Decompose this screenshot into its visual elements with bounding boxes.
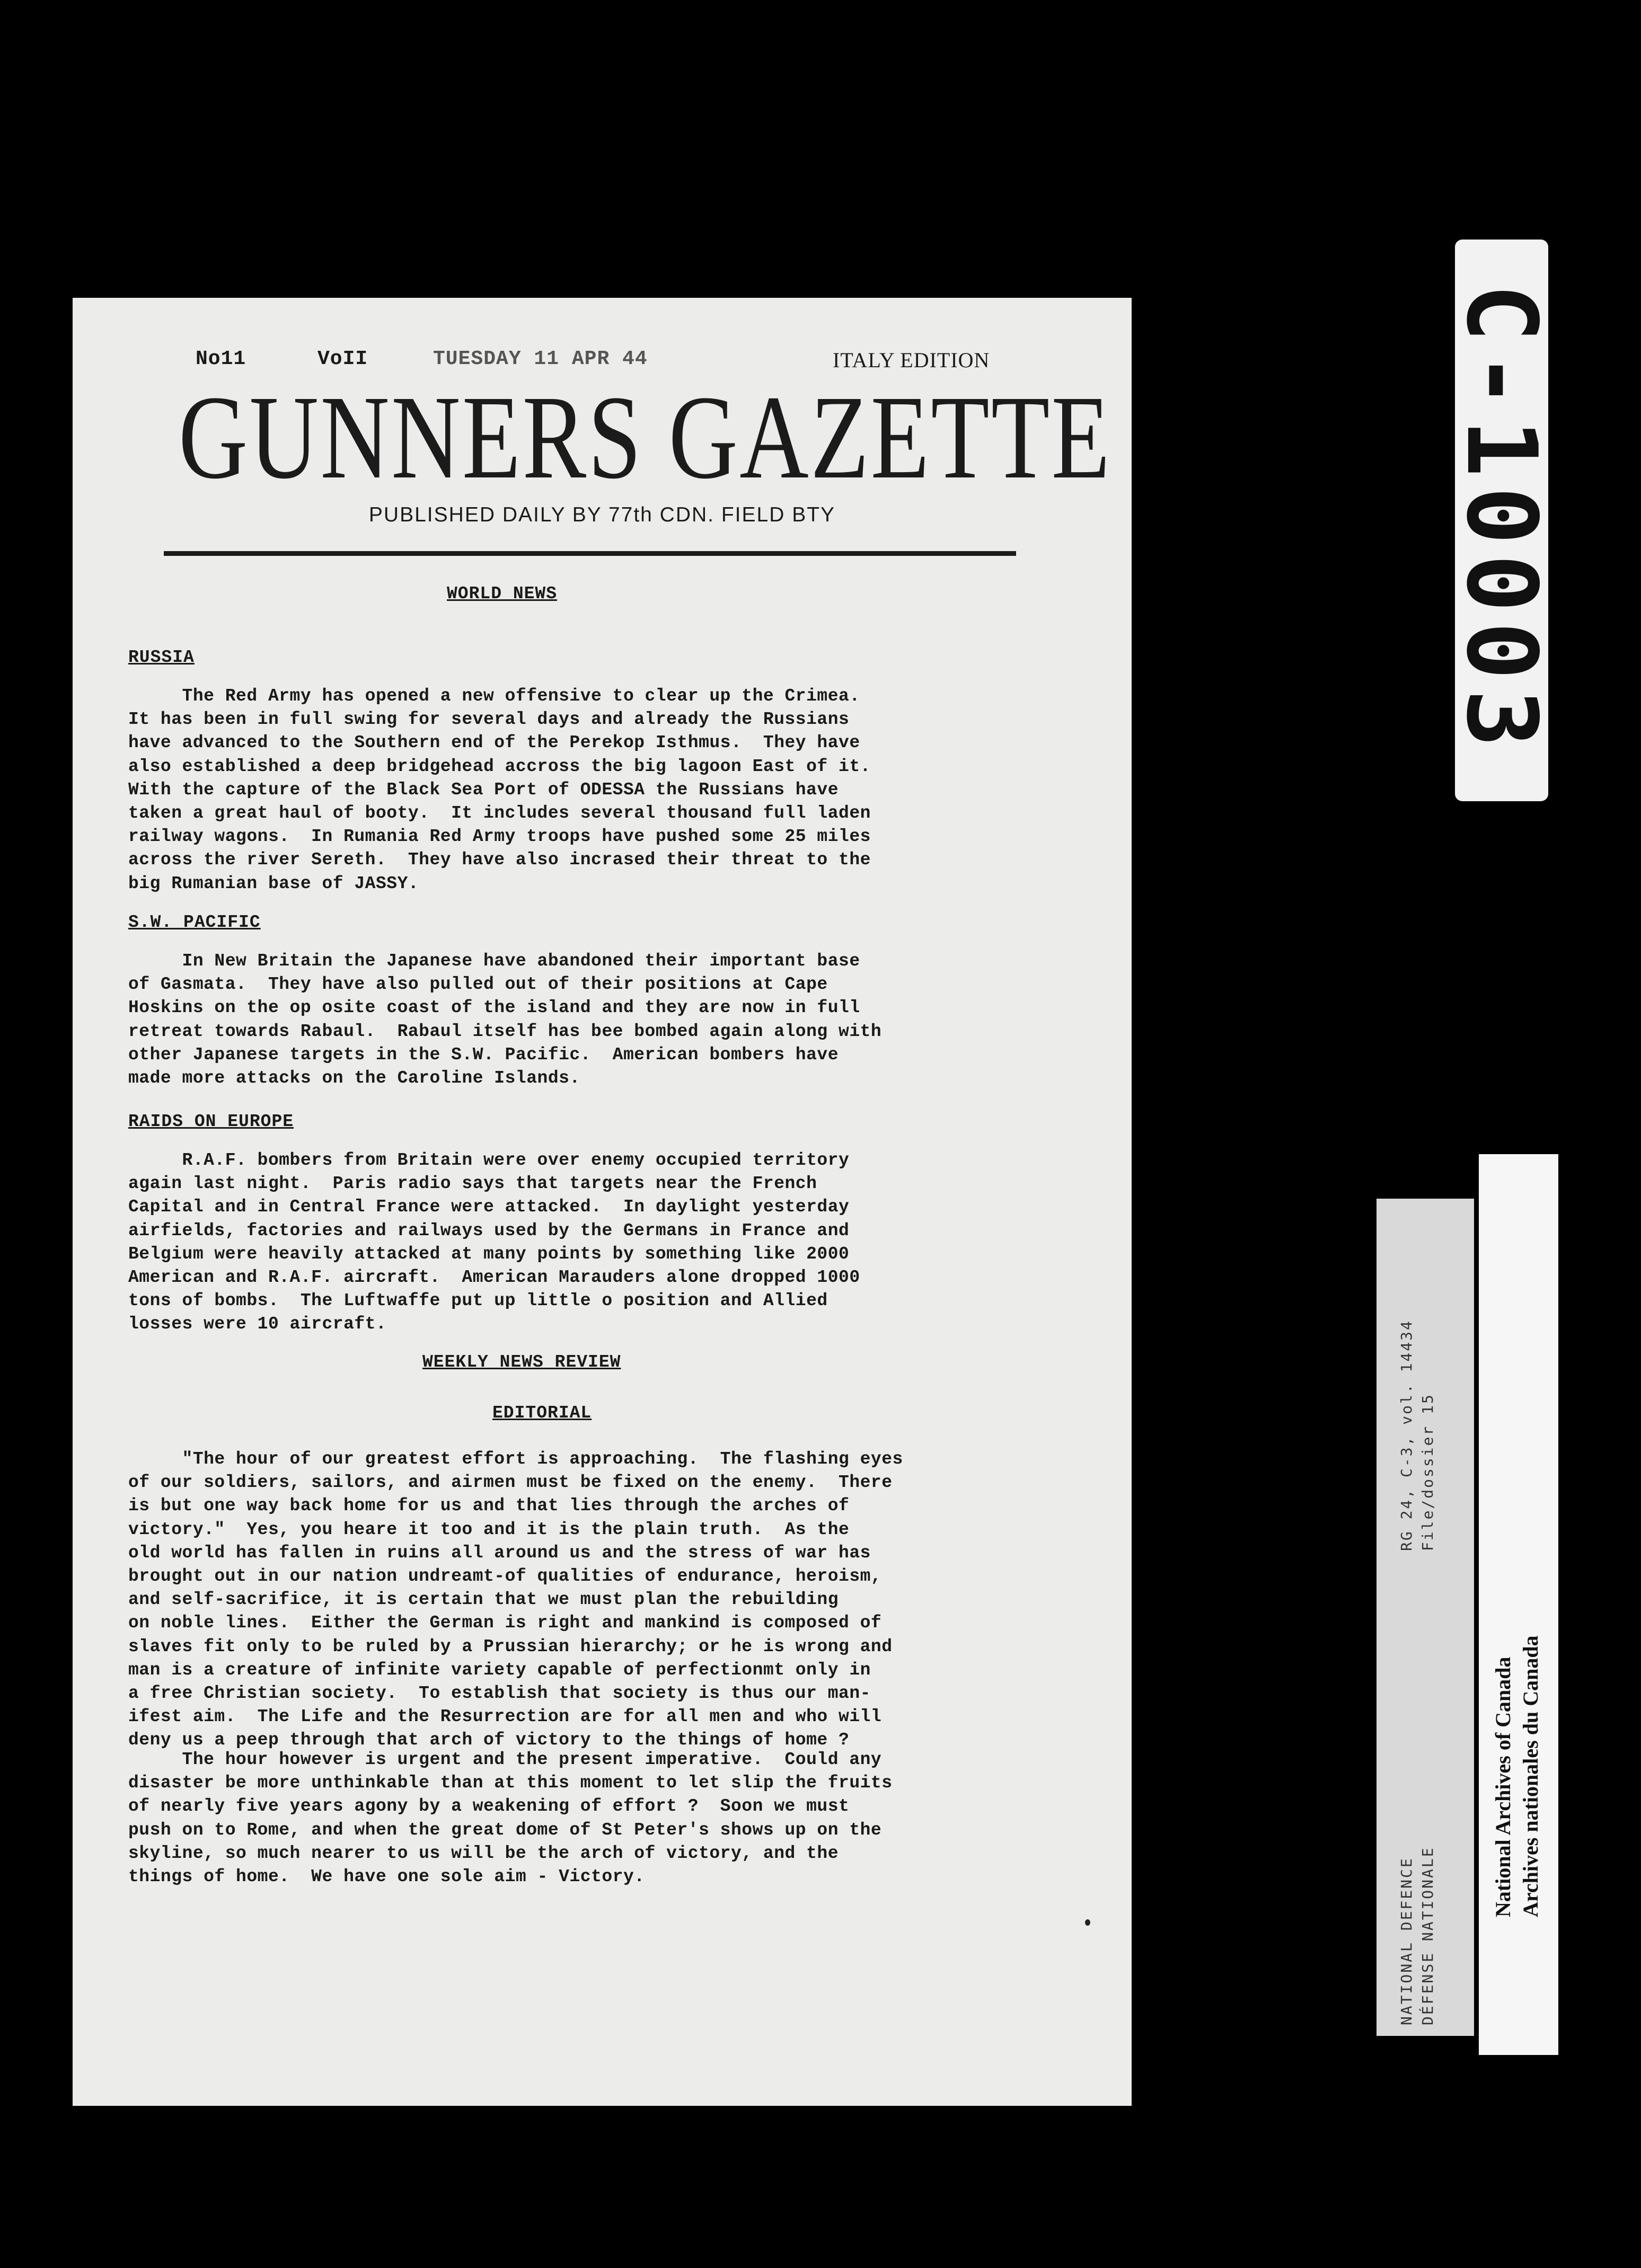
weekly-review-heading: WEEKLY NEWS REVIEW — [422, 1352, 621, 1372]
sw-pacific-heading: S.W. PACIFIC — [128, 912, 261, 932]
masthead-title: GUNNERS GAZETTE — [178, 371, 1112, 503]
raids-article: R.A.F. bombers from Britain were over enemy occupied territory again last night. Paris radio says that targets near the French Capital and in Central France were attacked. In daylight yesterday airfields, factories and railways used by the Germans in France and Belgium were heavily attacked at many points by something like 2000 American and R.A.F. aircraft. American Marauders alone dropped 1000 tons of bombs. The Luftwaffe put up little o position and Allied losses were 10 aircraft. — [128, 1150, 860, 1334]
ink-dot — [1085, 1919, 1090, 1926]
record-group-reference: RG 24, C-3, vol. 14434 — [1398, 1319, 1415, 1551]
department-french: DÉFENSE NATIONALE — [1419, 1846, 1436, 2025]
sw-pacific-article: In New Britain the Japanese have abandoned their important base of Gasmata. They have also pulled out of their positions at Cape Hoskins on the op osite coast of the island and they are now in full retreat towards Rabaul. Rabaul itself has bee bombed again along with other Japanese targets in the S.W. Pacific. American bombers have made more attacks on the Caroline Islands. — [128, 951, 882, 1088]
edition-label: ITALY EDITION — [833, 348, 990, 372]
publisher-line: PUBLISHED DAILY BY 77th CDN. FIELD BTY — [368, 503, 836, 526]
reference-card — [1377, 1199, 1474, 2036]
issue-number: No11 — [196, 348, 246, 370]
archives-name-english: National Archives of Canada — [1491, 1656, 1515, 1917]
file-reference: File/dossier 15 — [1419, 1393, 1436, 1551]
editorial-heading: EDITORIAL — [492, 1403, 592, 1423]
russia-article: The Red Army has opened a new offensive to clear up the Crimea. It has been in full swing for several days and already the Russians have advanced to the Southern end of the Perekop Isthmus. They have also established a deep bridgehead accross the big lagoon East of it. With the capture of the Black Sea Port of ODESSA the Russians have taken a great haul of booty. It includes several thousand full laden railway wagons. In Rumania Red Army troops have pushed some 25 miles across the river Sereth. They have also incrased their threat to the big Rumanian base of JASSY. — [128, 686, 871, 893]
issue-date: TUESDAY 11 APR 44 — [433, 348, 648, 370]
newspaper-page — [73, 298, 1132, 2106]
russia-heading: RUSSIA — [128, 648, 195, 667]
world-news-heading: WORLD NEWS — [447, 584, 558, 604]
issue-volume: VoII — [317, 348, 368, 370]
reel-number: C-10003 — [1445, 284, 1558, 757]
archives-card — [1479, 1154, 1558, 2055]
raids-heading: RAIDS ON EUROPE — [128, 1112, 294, 1131]
editorial-paragraph-1: "The hour of our greatest effort is approaching. The flashing eyes of our soldiers, sailors, and airmen must be fixed on the enemy. There is but one way back home for us and that lies through the arches of victory." Yes, you heare it too and it is the plain truth. As the old world has fallen in ruins all around us and the stress of war has brought out in our nation undreamt-of qualities of endurance, heroism, and self-sacrifice, it is certain that we must plan the rebuilding on noble lines. Either the German is right and mankind is composed of slaves fit only to be ruled by a Prussian hierarchy; or he is wrong and man is a creature of infinite variety capable of perfectionmt only in a free Christian society. To establish that society is thus our man- ifest aim. The Life and the Resurrection are for all men and who will deny us a peep through that arch of victory to the things of home ? — [128, 1449, 903, 1750]
masthead-rule — [164, 551, 1016, 556]
editorial-paragraph-2: The hour however is urgent and the present imperative. Could any disaster be more unthinkable than at this moment to let slip the fruits of nearly five years agony by a weakening of effort ? Soon we must push on to Rome, and when the great dome of St Peter's shows up on the skyline, so much nearer to us will be the arch of victory, and the things of home. We have one sole aim - Victory. — [128, 1750, 893, 1887]
reel-label — [1445, 240, 1558, 801]
department-english: NATIONAL DEFENCE — [1398, 1857, 1415, 2025]
archives-name-french: Archives nationales du Canada — [1519, 1635, 1542, 1917]
